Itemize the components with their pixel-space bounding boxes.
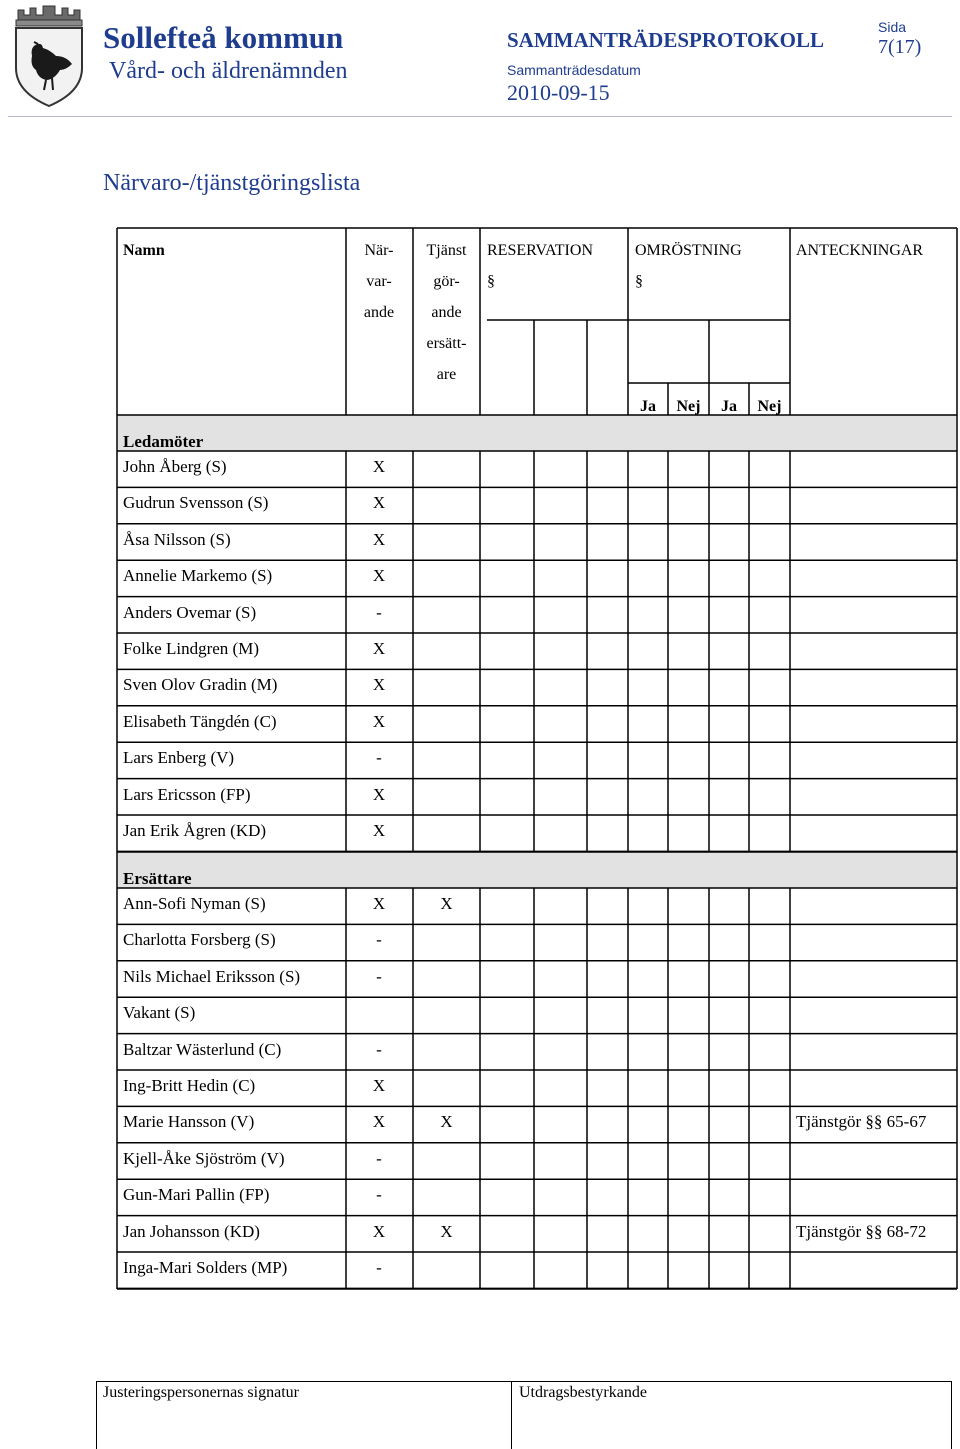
organization-name: Sollefteå kommun [103, 20, 344, 55]
present-mark: - [376, 602, 382, 622]
serving-mark: X [440, 1112, 453, 1132]
meeting-date-label: Sammanträdesdatum [507, 62, 641, 78]
person-name: Gun-Mari Pallin (FP) [123, 1185, 270, 1205]
section-members: Ledamöter [123, 432, 204, 451]
person-name: Marie Hansson (V) [123, 1112, 255, 1132]
vote-header-yes-2: Ja [721, 398, 737, 415]
present-mark: X [372, 821, 386, 840]
column-header-serving-2: gör- [433, 273, 460, 290]
signature-label: Justeringspersonernas signatur [103, 1384, 299, 1401]
column-header-serving-4: ersätt- [426, 335, 467, 352]
meeting-date-value: 2010-09-15 [507, 80, 610, 105]
person-name: Ann-Sofi Nyman (S) [123, 894, 266, 913]
person-name: Annelie Markemo (S) [123, 566, 273, 586]
column-header-present-3: ande [363, 304, 395, 321]
person-name: Åsa Nilsson (S) [123, 529, 231, 549]
serving-mark: X [440, 1221, 453, 1241]
present-mark: X [372, 493, 386, 513]
present-mark: X [372, 639, 386, 658]
present-mark: X [372, 894, 386, 913]
reservation-section-symbol: § [487, 273, 495, 290]
column-header-vote: OMRÖSTNING [635, 242, 742, 259]
page-title: Närvaro-/tjänstgöringslista [103, 170, 361, 196]
serving-mark: X [440, 894, 453, 913]
person-name: Baltzar Wästerlund (C) [123, 1039, 282, 1059]
column-header-present-1: När- [364, 242, 394, 259]
footer-divider [511, 1381, 512, 1449]
department-name: Vård- och äldrenämnden [109, 58, 348, 84]
present-mark: - [376, 1185, 382, 1205]
present-mark: X [372, 711, 386, 731]
section-substitutes: Ersättare [123, 869, 192, 888]
present-mark: X [372, 566, 386, 586]
person-name: Ing-Britt Hedin (C) [123, 1076, 256, 1095]
person-name: Charlotta Forsberg (S) [123, 930, 276, 950]
present-mark: - [376, 930, 382, 950]
column-header-name: Namn [123, 242, 165, 259]
present-mark: X [372, 457, 386, 476]
person-name: Lars Enberg (V) [123, 748, 235, 768]
person-name: Nils Michael Eriksson (S) [123, 966, 301, 986]
present-mark: X [372, 1076, 386, 1095]
person-name: Sven Olov Gradin (M) [123, 675, 278, 695]
vote-header-no-2: Nej [757, 398, 782, 415]
page-label: Sida [878, 19, 907, 35]
page-number: 7(17) [878, 36, 922, 58]
column-header-serving-1: Tjänst [426, 242, 467, 259]
certificate-label: Utdragsbestyrkande [519, 1384, 647, 1401]
present-mark: - [376, 1148, 382, 1168]
column-header-present-2: var- [366, 273, 392, 290]
vote-header-yes-1: Ja [640, 398, 656, 415]
column-header-notes: ANTECKNINGAR [796, 242, 924, 259]
note-text: Tjänstgör §§ 65-67 [796, 1112, 927, 1132]
note-text: Tjänstgör §§ 68-72 [796, 1221, 927, 1241]
person-name: Folke Lindgren (M) [123, 639, 259, 658]
present-mark: X [372, 529, 386, 549]
present-mark: - [376, 1039, 382, 1059]
person-name: Elisabeth Tängdén (C) [123, 711, 277, 731]
person-name: John Åberg (S) [123, 457, 227, 476]
present-mark: X [372, 675, 386, 695]
person-name: Jan Erik Ågren (KD) [123, 821, 267, 840]
vote-header-no-1: Nej [676, 398, 701, 415]
present-mark: X [372, 784, 386, 804]
person-name: Jan Johansson (KD) [123, 1221, 260, 1241]
person-name: Vakant (S) [123, 1003, 196, 1023]
column-header-reservation: RESERVATION [487, 242, 593, 259]
person-name: Gudrun Svensson (S) [123, 493, 269, 513]
person-name: Kjell-Åke Sjöström (V) [123, 1148, 285, 1168]
person-name: Inga-Mari Solders (MP) [123, 1258, 288, 1277]
protocol-title: SAMMANTRÄDESPROTOKOLL [507, 28, 824, 52]
present-mark: - [376, 748, 382, 768]
present-mark: X [372, 1221, 386, 1241]
present-mark: X [372, 1112, 386, 1132]
column-header-serving-3: ande [431, 304, 462, 321]
person-name: Anders Ovemar (S) [123, 602, 257, 622]
person-name: Lars Ericsson (FP) [123, 784, 251, 804]
present-mark: - [376, 966, 382, 986]
column-header-serving-5: are [436, 366, 457, 383]
present-mark: - [376, 1258, 382, 1277]
vote-section-symbol: § [635, 273, 643, 290]
